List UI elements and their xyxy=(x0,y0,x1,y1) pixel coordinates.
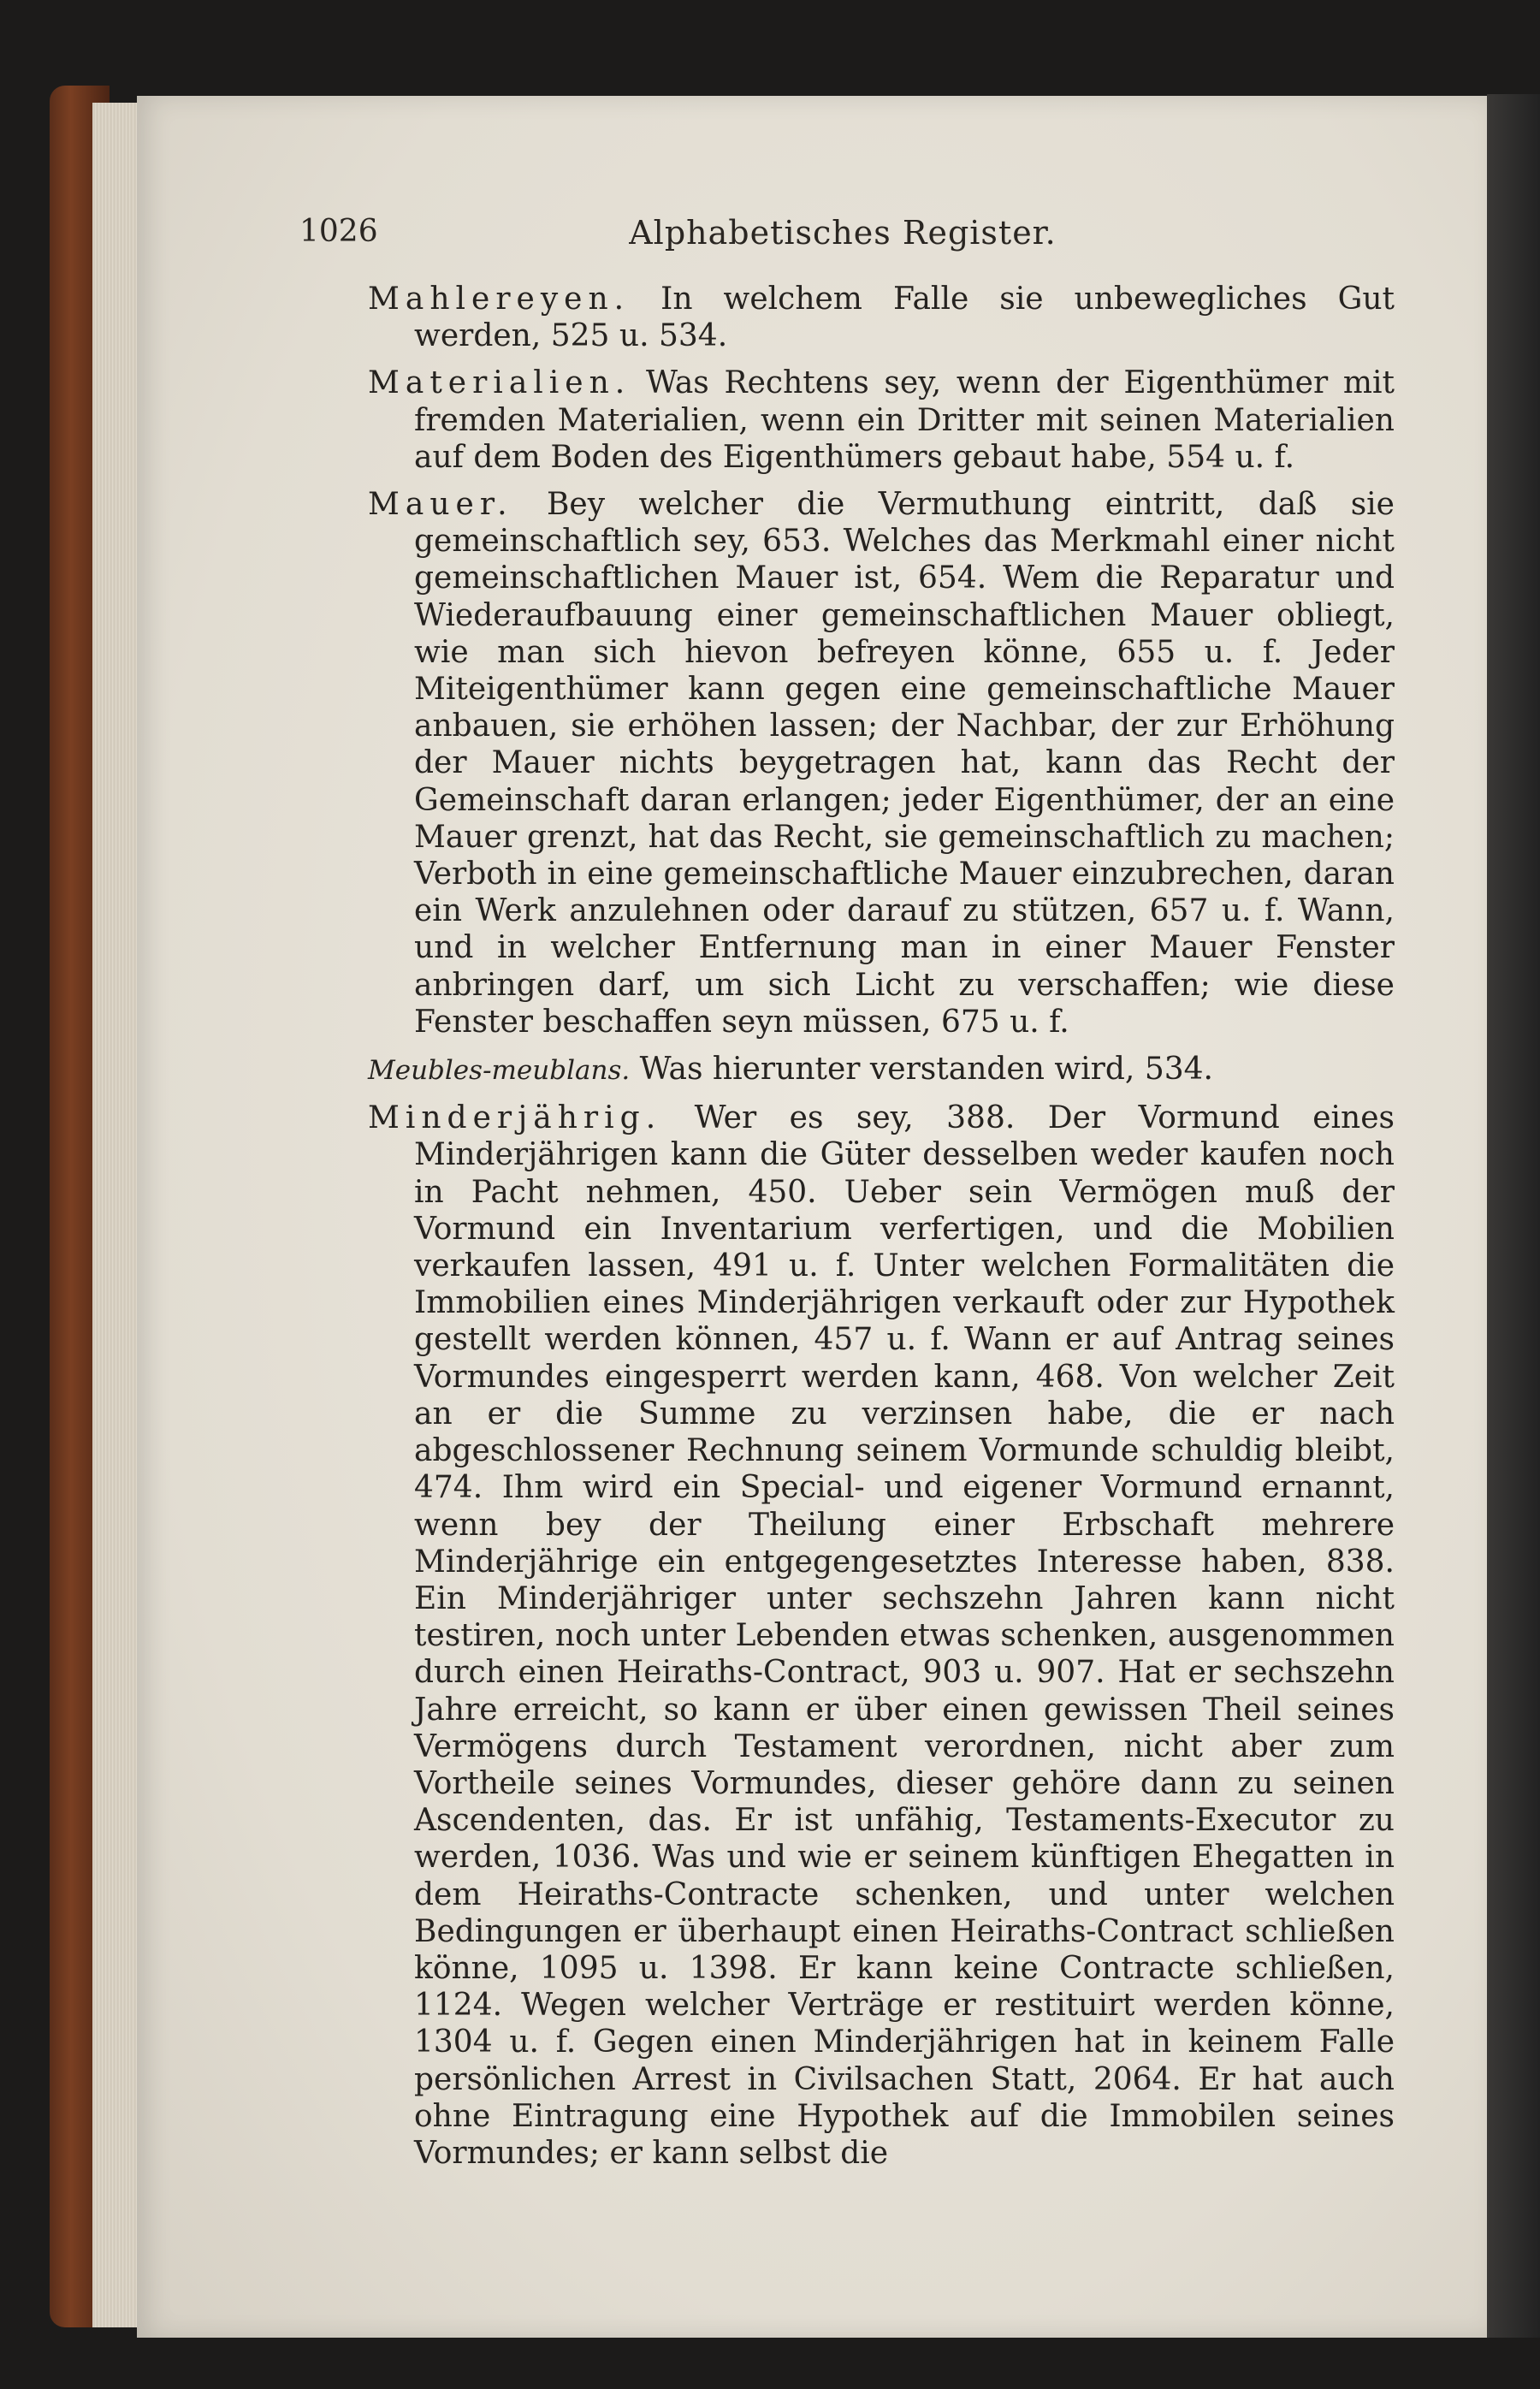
entry-lemma: Mauer. xyxy=(368,487,513,523)
entry-text: In welchem Falle sie unbewegliches Gut werden, 525 u. 534. xyxy=(414,282,1395,354)
entry-text: Wer es sey, 388. Der Vormund eines Minderjährigen kann die Güter desselben weder kaufen noch in Pacht nehmen, 450. Ueber sein Vermögen muß der Vormund ein Inventarium verfertigen, und die Mobilien verkaufen lassen, 491 u. f. Unter welchen Formalitäten die Immobilien eines Minderjährigen verkauft oder zur Hypothek gestellt werden können, 457 u. f. Wann er auf Antrag seines Vormundes eingesperrt werden kann, 468. Von welcher Zeit an er die Summe zu verzinsen habe, die er nach abgeschlossener Rechnung seinem Vormunde schuldig bleibt, 474. Ihm wird ein Special- und eigener Vormund ernannt, wenn bey der Theilung einer Erbschaft mehrere Minderjährige ein entgegengesetztes Interesse haben, 838. Ein Minderjähriger unter sechszehn Jahren kann nicht testiren, noch unter Lebenden etwas schenken, ausgenommen durch einen Heiraths-Contract, 903 u. 907. Hat er sechszehn Jahre erreicht, so kann er über einen gewissen Theil seines Vermögens durch Testament verordnen, nicht aber zum Vortheile seines Vormundes, dieser gehöre dann zu seinen Ascendenten, das. Er ist unfähig, Testaments-Executor zu werden, 1036. Was und wie er seinem künftigen Ehegatten in dem Heiraths-Contracte schenken, und unter welchen Bedingungen er überhaupt einen Heiraths-Contract schließen könne, 1095 u. 1398. Er kann keine Contracte schließen, 1124. Wegen welcher Verträge er restituirt werden könne, 1304 u. f. Gegen einen Minderjährigen hat in keinem Falle persönlichen Arrest in Civilsachen Statt, 2064. Er hat auch ohne Eintragung eine Hypothek auf die Immobilen seines Vormundes; er kann selbst die xyxy=(414,1100,1395,2171)
entry-lemma: Meubles-meublans. xyxy=(368,1055,631,1087)
entry-lemma: Minderjährig. xyxy=(368,1100,662,1136)
register-entry xyxy=(368,1100,1395,2172)
running-title: Alphabetisches Register. xyxy=(629,214,1057,252)
entry-lemma: Materialien. xyxy=(368,365,631,401)
entry-text: Was hierunter verstanden wird, 534. xyxy=(639,1052,1213,1088)
entry-lemma: Mahlereyen. xyxy=(368,282,631,317)
register-entry xyxy=(368,365,1395,476)
register-entry xyxy=(368,486,1395,1040)
entry-text: Was Rechtens sey, wenn der Eigenthümer mit fremden Materialien, wenn ein Dritter mit seinen Materialien auf dem Boden des Eigenthümers gebaut habe, 554 u. f. xyxy=(414,365,1395,475)
entry-text: Bey welcher die Vermuthung eintritt, daß sie gemeinschaftlich sey, 653. Welches das Merkmahl einer nicht gemeinschaftlichen Mauer ist, 654. Wem die Reparatur und Wiederaufbauung einer gemeinschaftlichen Mauer obliegt, wie man sich hievon befreyen könne, 655 u. f. Jeder Miteigenthümer kann gegen eine gemeinschaftliche Mauer anbauen, sie erhöhen lassen; der Nachbar, der zur Erhöhung der Mauer nichts beygetragen hat, kann das Recht der Gemeinschaft daran erlangen; jeder Eigenthümer, der an eine Mauer grenzt, hat das Recht, sie gemeinschaftlich zu machen; Verboth in eine gemeinschaftliche Mauer einzubrechen, daran ein Werk anzulehnen oder darauf zu stützen, 657 u. f. Wann, und in welcher Entfernung man in einer Mauer Fenster anbringen darf, um sich Licht zu verschaffen; wie diese Fenster beschaffen seyn müssen, 675 u. f. xyxy=(414,487,1395,1040)
register-entry xyxy=(368,1051,1395,1089)
page-number: 1026 xyxy=(299,214,378,249)
page-stack-edge xyxy=(92,103,144,2327)
register-entry xyxy=(368,281,1395,354)
register-entries xyxy=(368,281,1395,2182)
facing-page-edge xyxy=(1487,94,1540,2338)
page-header xyxy=(299,214,1386,257)
